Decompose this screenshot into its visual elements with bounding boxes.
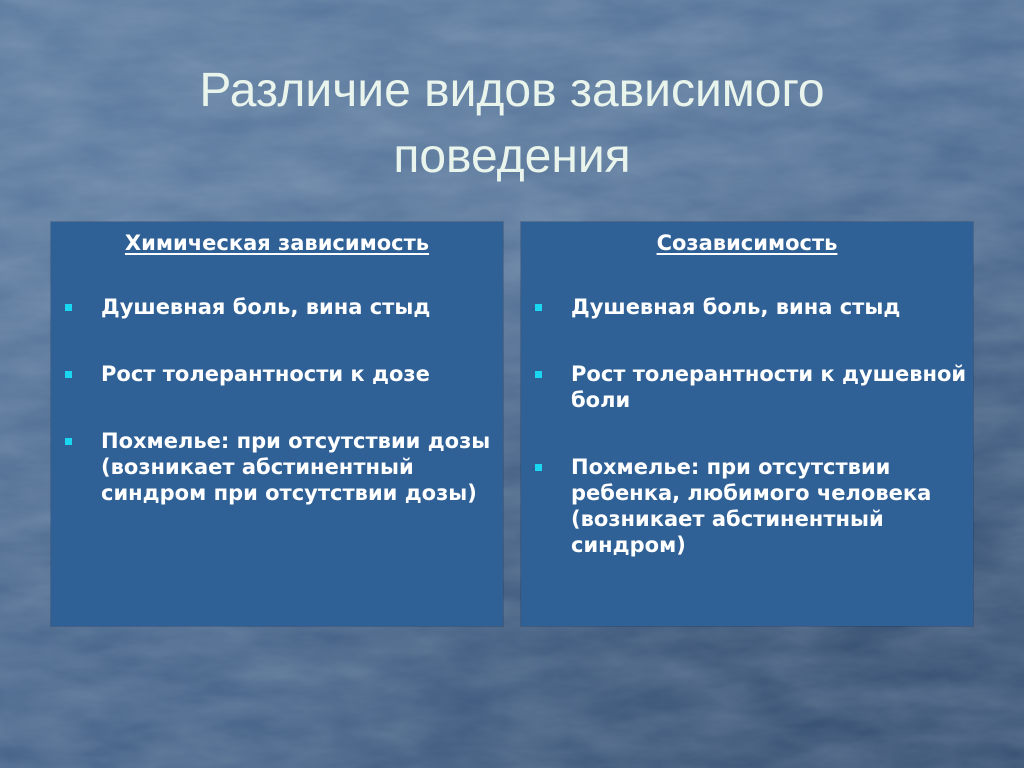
chemical-dependency-header: Химическая зависимость — [124, 231, 430, 255]
list-item-text: Душевная боль, вина стыд — [571, 295, 901, 319]
list-item-text: Душевная боль, вина стыд — [101, 295, 431, 319]
square-bullet-icon — [535, 371, 542, 378]
chemical-dependency-column — [51, 222, 503, 626]
slide-title-line-1: Различие видов зависимого — [199, 64, 825, 117]
list-item-text: Похмелье: при отсутствии ребенка, любимого человека (возникает абстинентный синдром) — [571, 455, 932, 557]
list-item-text: Рост толерантности к дозе — [101, 362, 430, 386]
list-item — [521, 454, 973, 558]
square-bullet-icon — [535, 304, 542, 311]
list-item-text: Рост толерантности к душевной боли — [571, 362, 967, 412]
list-item — [521, 361, 973, 413]
codependency-header: Созависимость — [656, 231, 838, 255]
slide-title — [0, 58, 1024, 190]
square-bullet-icon — [65, 304, 72, 311]
list-item — [51, 294, 503, 320]
list-item — [51, 428, 503, 506]
list-item — [521, 294, 973, 320]
codependency-list — [521, 294, 973, 599]
list-item-text: Похмелье: при отсутствии дозы (возникает абстинентный синдром при отсутствии дозы) — [101, 429, 491, 505]
slide-title-line-2: поведения — [393, 130, 631, 183]
list-item — [51, 361, 503, 387]
square-bullet-icon — [65, 371, 72, 378]
square-bullet-icon — [535, 464, 542, 471]
codependency-column — [521, 222, 973, 626]
chemical-dependency-list — [51, 294, 503, 547]
square-bullet-icon — [65, 438, 72, 445]
